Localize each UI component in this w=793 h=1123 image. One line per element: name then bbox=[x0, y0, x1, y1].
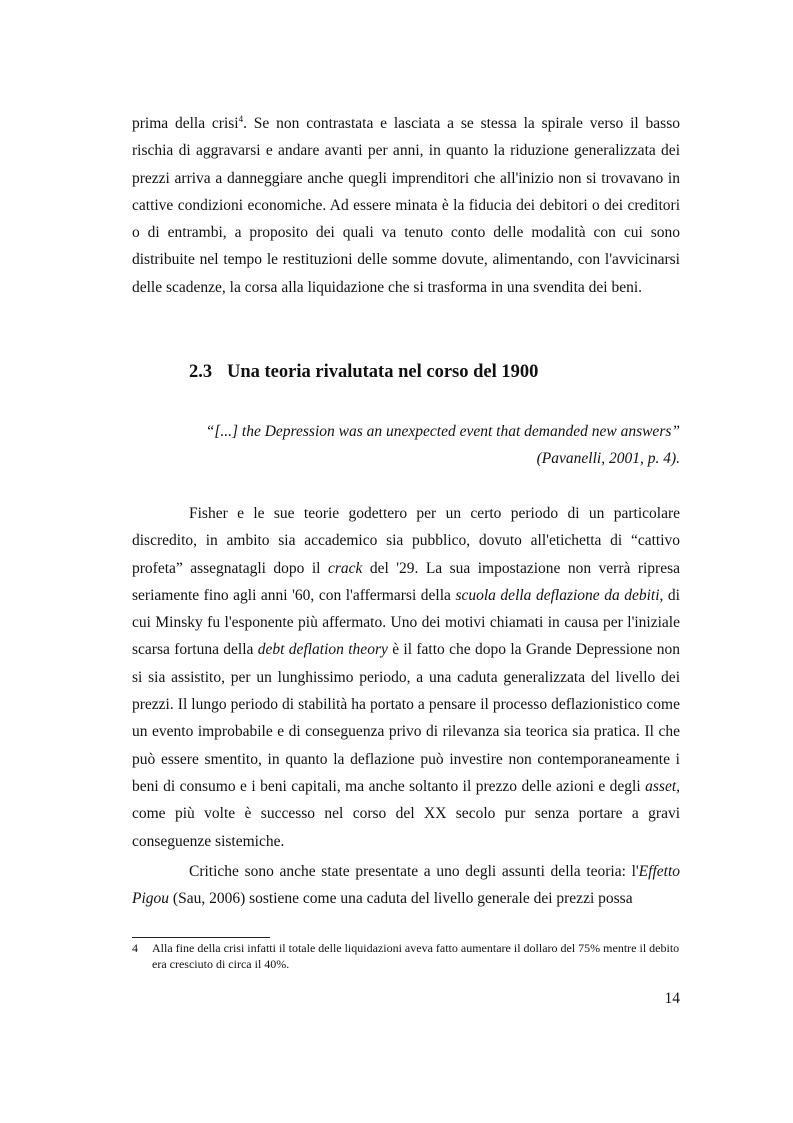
quote-text: “[...] the Depression was an unexpected event that demanded new answers” bbox=[205, 423, 680, 440]
italic-term: scuola della deflazione da debiti bbox=[455, 586, 660, 604]
paragraph-text: è il fatto che dopo la Grande Depressione non si sia assistito, per un lunghissimo periodo, a una caduta generalizzata del livello dei prezzi. Il lungo periodo di stabilità ha portato a pensare il processo deflazionistico come un evento improbabile e di conseguenza privo di rilevanza sia teorica sia pratica. Il che può essere smentito, in quanto la deflazione può investire non contemporaneamente i beni di consumo e i beni capitali, ma anche soltanto il prezzo delle azioni e degli bbox=[132, 641, 681, 795]
paragraph-text: Fisher e le sue teorie godettero per un certo periodo di un particolare discredito, in ambito sia accademico sia pubblico, dovuto all'etichetta di “cattivo profeta” assegnatagli dopo il bbox=[132, 505, 680, 577]
footnote-text: Alla fine della crisi infatti il totale delle liquidazioni aveva fatto aumentare il dollaro del 75% mentre il debito era cresciuto di circa il 40%. bbox=[152, 941, 680, 971]
paragraph-text: , di cui Minsky fu l'esponente più affermato. Uno dei motivi chiamati in causa per l'iniziale scarsa fortuna della bbox=[132, 586, 680, 659]
paragraph-text: , come più volte è successo nel corso del XX secolo pur senza portare a gravi conseguenze sistemiche. bbox=[132, 777, 680, 850]
paragraph-text: del '29. La sua impostazione non verrà ripresa seriamente fino agli anni '60, con l'affermarsi della bbox=[132, 559, 681, 604]
italic-term: asset bbox=[645, 777, 677, 795]
section-number: 2.3 bbox=[189, 362, 213, 382]
footnote-reference: 4 bbox=[238, 114, 244, 124]
body-paragraph-3 bbox=[132, 858, 680, 913]
section-title: Una teoria rivalutata nel corso del 1900 bbox=[227, 362, 539, 382]
paragraph-text: prima della crisi bbox=[132, 115, 239, 132]
footnote bbox=[132, 941, 680, 972]
italic-term: Effetto Pigou bbox=[132, 863, 680, 908]
paragraph-text: (Sau, 2006) sostiene come una caduta del livello generale dei prezzi possa bbox=[169, 890, 633, 908]
epigraph-quote bbox=[132, 418, 680, 473]
paragraph-text: . Se non contrastata e lasciata a se stessa la spirale verso il basso rischia di aggravarsi e andare avanti per anni, in quanto la riduzione generalizzata dei prezzi arriva a danneggiare anche quegli imprenditori che all'inizio non si trovavano in cattive condizioni economiche. Ad essere minata è la fiducia dei debitori o dei creditori o di entrambi, a proposito dei quali va tenuto conto delle modalità con cui sono distribuite nel tempo le restituzioni delle somme dovute, alimentando, con l'avvicinarsi delle scadenze, la corsa alla liquidazione che si trasforma in una svendita dei beni. bbox=[132, 115, 680, 296]
quote-citation: (Pavanelli, 2001, p. 4). bbox=[536, 450, 680, 468]
page-number: 14 bbox=[664, 990, 680, 1007]
footnote-number: 4 bbox=[132, 941, 138, 955]
paragraph-text: Critiche sono anche state presentate a uno degli assunti della teoria: l' bbox=[189, 863, 639, 880]
body-paragraph-1 bbox=[132, 110, 680, 301]
italic-term: crack bbox=[327, 559, 363, 577]
italic-term: debt deflation theory bbox=[257, 641, 388, 659]
footnote-separator bbox=[132, 937, 270, 938]
section-heading bbox=[189, 362, 538, 383]
body-paragraph-2 bbox=[132, 500, 680, 855]
